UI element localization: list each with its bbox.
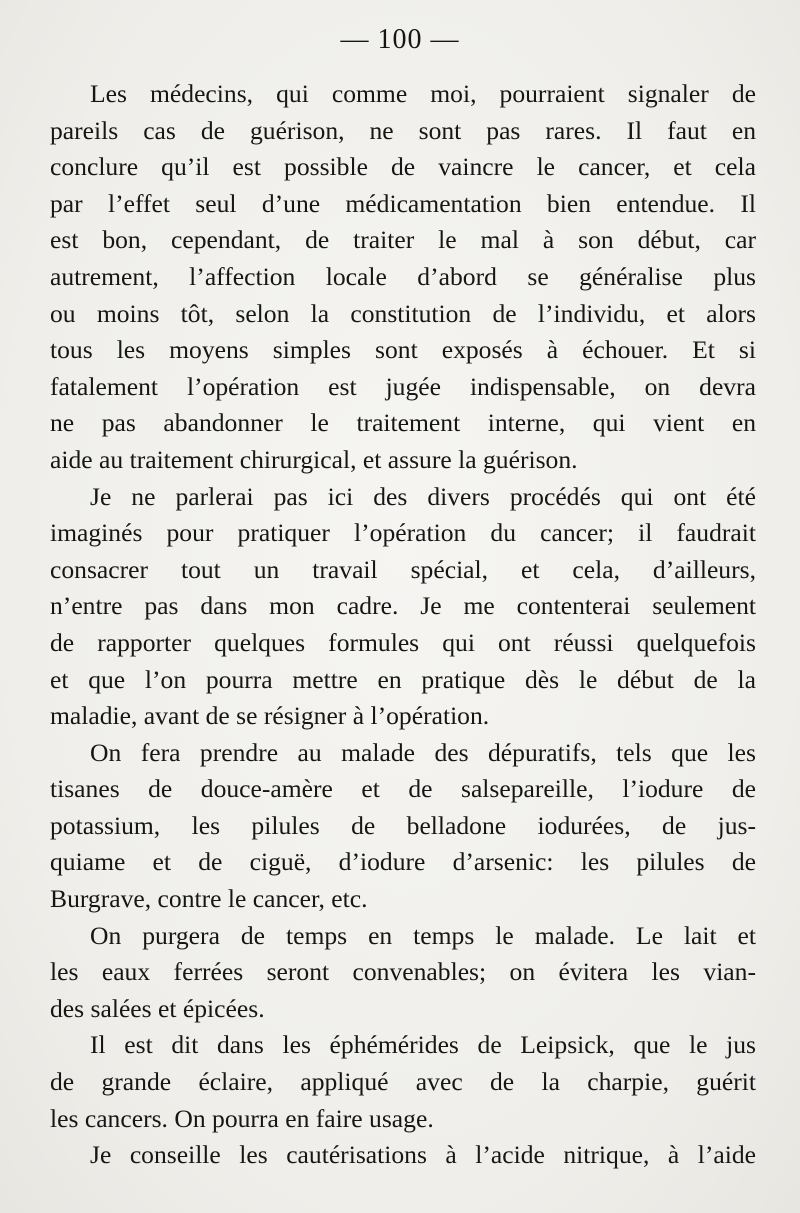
text-line: fatalement l’opération est jugée indispensable, on devra [50,371,756,401]
text-line: Je conseille les cautérisations à l’acide nitrique, à l’aide [90,1140,756,1170]
text-line: On fera prendre au malade des dépuratifs, tels que les [90,737,756,767]
text-line: par l’effet seul d’une médicamentation bien entendue. Il [50,188,756,218]
text-line: aide au traitement chirurgical, et assure la guérison. [50,444,578,474]
paragraph-4 [50,918,756,1028]
text-line: Burgrave, contre le cancer, etc. [50,884,368,914]
text-line: ou moins tôt, selon la constitution de l’individu, et alors [50,298,756,328]
paragraph-1 [50,76,756,479]
text-line: pareils cas de guérison, ne sont pas rares. Il faut en [50,115,756,145]
paragraph-6 [50,1137,756,1174]
paragraph-5 [50,1027,756,1137]
page-body [50,76,756,1174]
text-line: On purgera de temps en temps le malade. Le lait et [90,920,756,950]
text-line: est bon, cependant, de traiter le mal à son début, car [50,225,756,255]
text-line: conclure qu’il est possible de vaincre le cancer, et cela [50,152,756,182]
text-line: Les médecins, qui comme moi, pourraient signaler de [90,79,756,108]
text-line: tous les moyens simples sont exposés à échouer. Et si [50,335,756,365]
paragraph-3 [50,735,756,918]
text-line: maladie, avant de se résigner à l’opération. [50,701,490,731]
text-line: autrement, l’affection locale d’abord se généralise plus [50,261,756,291]
text-line: imaginés pour pratiquer l’opération du cancer; il faudrait [50,518,756,548]
text-line: tisanes de douce-amère et de salsepareille, l’iodure de [50,774,756,804]
text-line: consacrer tout un travail spécial, et cela, d’ailleurs, [50,554,756,584]
paragraph-2 [50,479,756,735]
text-line: les cancers. On pourra en faire usage. [50,1103,434,1133]
text-line: et que l’on pourra mettre en pratique dès le début de la [50,664,756,694]
text-line: potassium, les pilules de belladone iodurées, de jus- [50,810,756,840]
text-line: Je ne parlerai pas ici des divers procédés qui ont été [90,481,756,511]
text-line: les eaux ferrées seront convenables; on évitera les vian- [50,957,756,987]
text-line: ne pas abandonner le traitement interne, qui vient en [50,408,756,438]
text-line: n’entre pas dans mon cadre. Je me contenterai seulement [50,591,756,621]
text-line: quiame et de ciguë, d’iodure d’arsenic: les pilules de [50,847,756,877]
text-line: Il est dit dans les éphémérides de Leipsick, que le jus [90,1030,756,1060]
text-line: de rapporter quelques formules qui ont réussi quelquefois [50,627,756,657]
text-line: des salées et épicées. [50,993,265,1023]
page-number: — 100 — [340,24,460,55]
text-line: de grande éclaire, appliqué avec de la charpie, guérit [50,1067,756,1097]
